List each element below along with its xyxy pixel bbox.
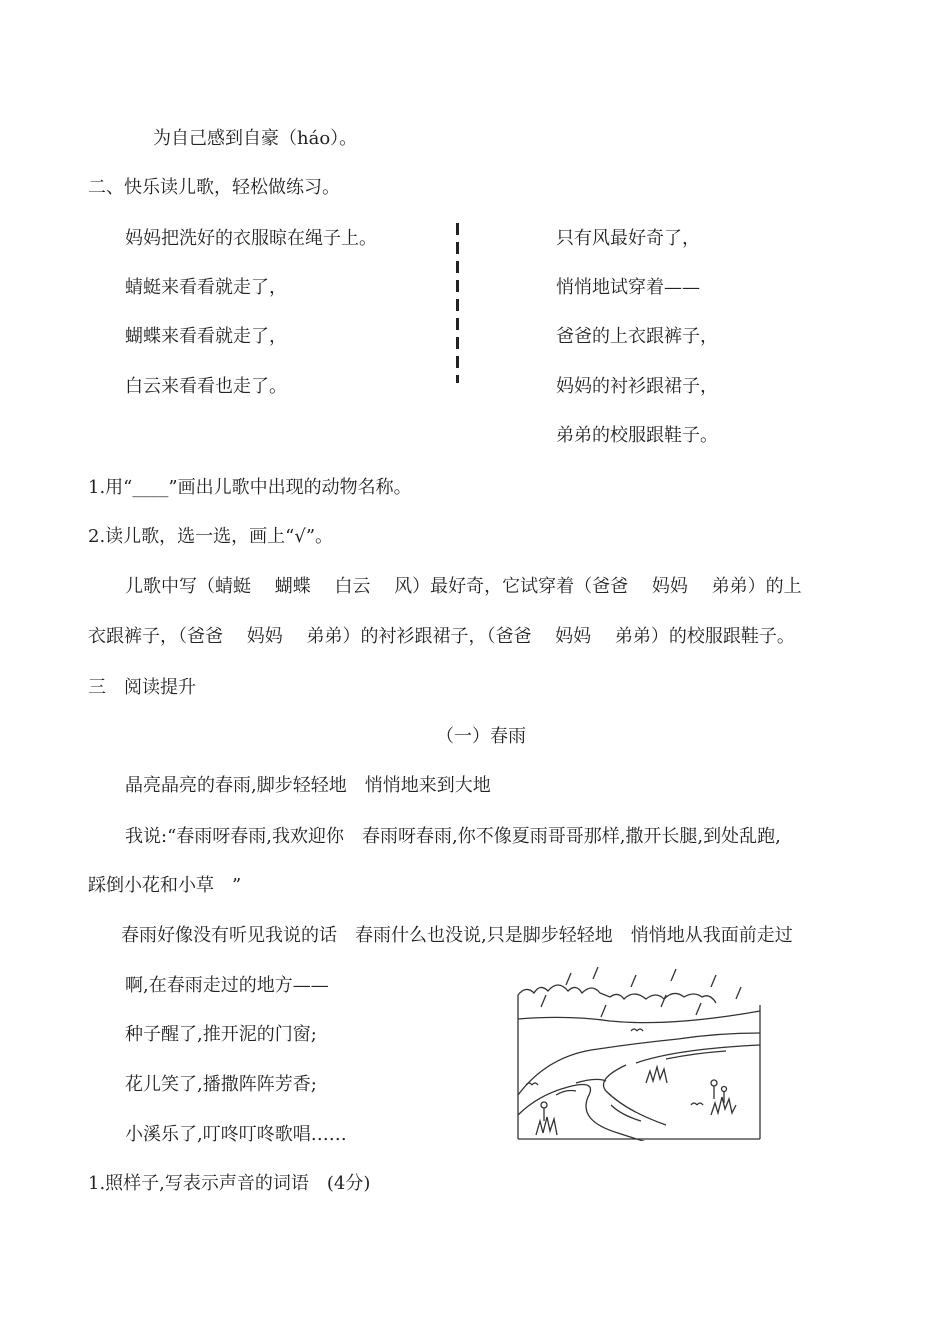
- text-line: 为自己感到自豪（háo）。: [153, 128, 358, 149]
- paragraph-line: 衣跟裤子，（爸爸 妈妈 弟弟）的衬衫跟裙子，（爸爸 妈妈 弟弟）的校服跟鞋子。: [88, 626, 795, 647]
- reading-line: 我说:“春雨呀春雨,我欢迎你 春雨呀春雨,你不像夏雨哥哥那样,撒开长腿,到处乱跑,: [125, 826, 781, 847]
- poem-line: 妈妈把洗好的衣服晾在绳子上。: [125, 228, 377, 249]
- question: 2.读儿歌，选一选，画上“√”。: [88, 526, 334, 547]
- section-title: 二、快乐读儿歌，轻松做练习。: [88, 177, 340, 198]
- reading-line: 小溪乐了,叮咚叮咚歌唱……: [125, 1124, 347, 1145]
- poem-line: 白云来看看也走了。: [125, 376, 287, 397]
- question: 1.用“____”画出儿歌中出现的动物名称。: [88, 477, 412, 498]
- poem-line: 妈妈的衬衫跟裙子，: [556, 376, 718, 397]
- poem-line: 蝴蝶来看看就走了，: [125, 326, 287, 347]
- reading-title: （一）春雨: [436, 726, 526, 747]
- section-title: 三 阅读提升: [88, 677, 196, 698]
- reading-line: 啊,在春雨走过的地方——: [125, 975, 329, 996]
- reading-line: 春雨好像没有听见我说的话 春雨什么也没说,只是脚步轻轻地 悄悄地从我面前走过: [121, 925, 793, 946]
- question: 1.照样子,写表示声音的词语 (4分): [88, 1173, 371, 1194]
- poem-line: 弟弟的校服跟鞋子。: [556, 425, 718, 446]
- poem-line: 蜻蜓来看看就走了，: [125, 277, 287, 298]
- poem-line: 只有风最好奇了，: [556, 228, 700, 249]
- reading-line: 晶亮晶亮的春雨,脚步轻轻地 悄悄地来到大地: [125, 775, 491, 796]
- dashed-divider: [456, 223, 459, 383]
- reading-line: 种子醒了,推开泥的门窗;: [125, 1024, 317, 1045]
- poem-line: 爸爸的上衣跟裤子，: [556, 326, 718, 347]
- reading-line: 踩倒小花和小草 ”: [88, 875, 242, 896]
- spring-rain-illustration: [516, 965, 762, 1141]
- paragraph-line: 儿歌中写（蜻蜓 蝴蝶 白云 风）最好奇，它试穿着（爸爸 妈妈 弟弟）的上: [125, 576, 802, 597]
- reading-line: 花儿笑了,播撒阵阵芳香;: [125, 1074, 317, 1095]
- poem-line: 悄悄地试穿着——: [556, 277, 700, 298]
